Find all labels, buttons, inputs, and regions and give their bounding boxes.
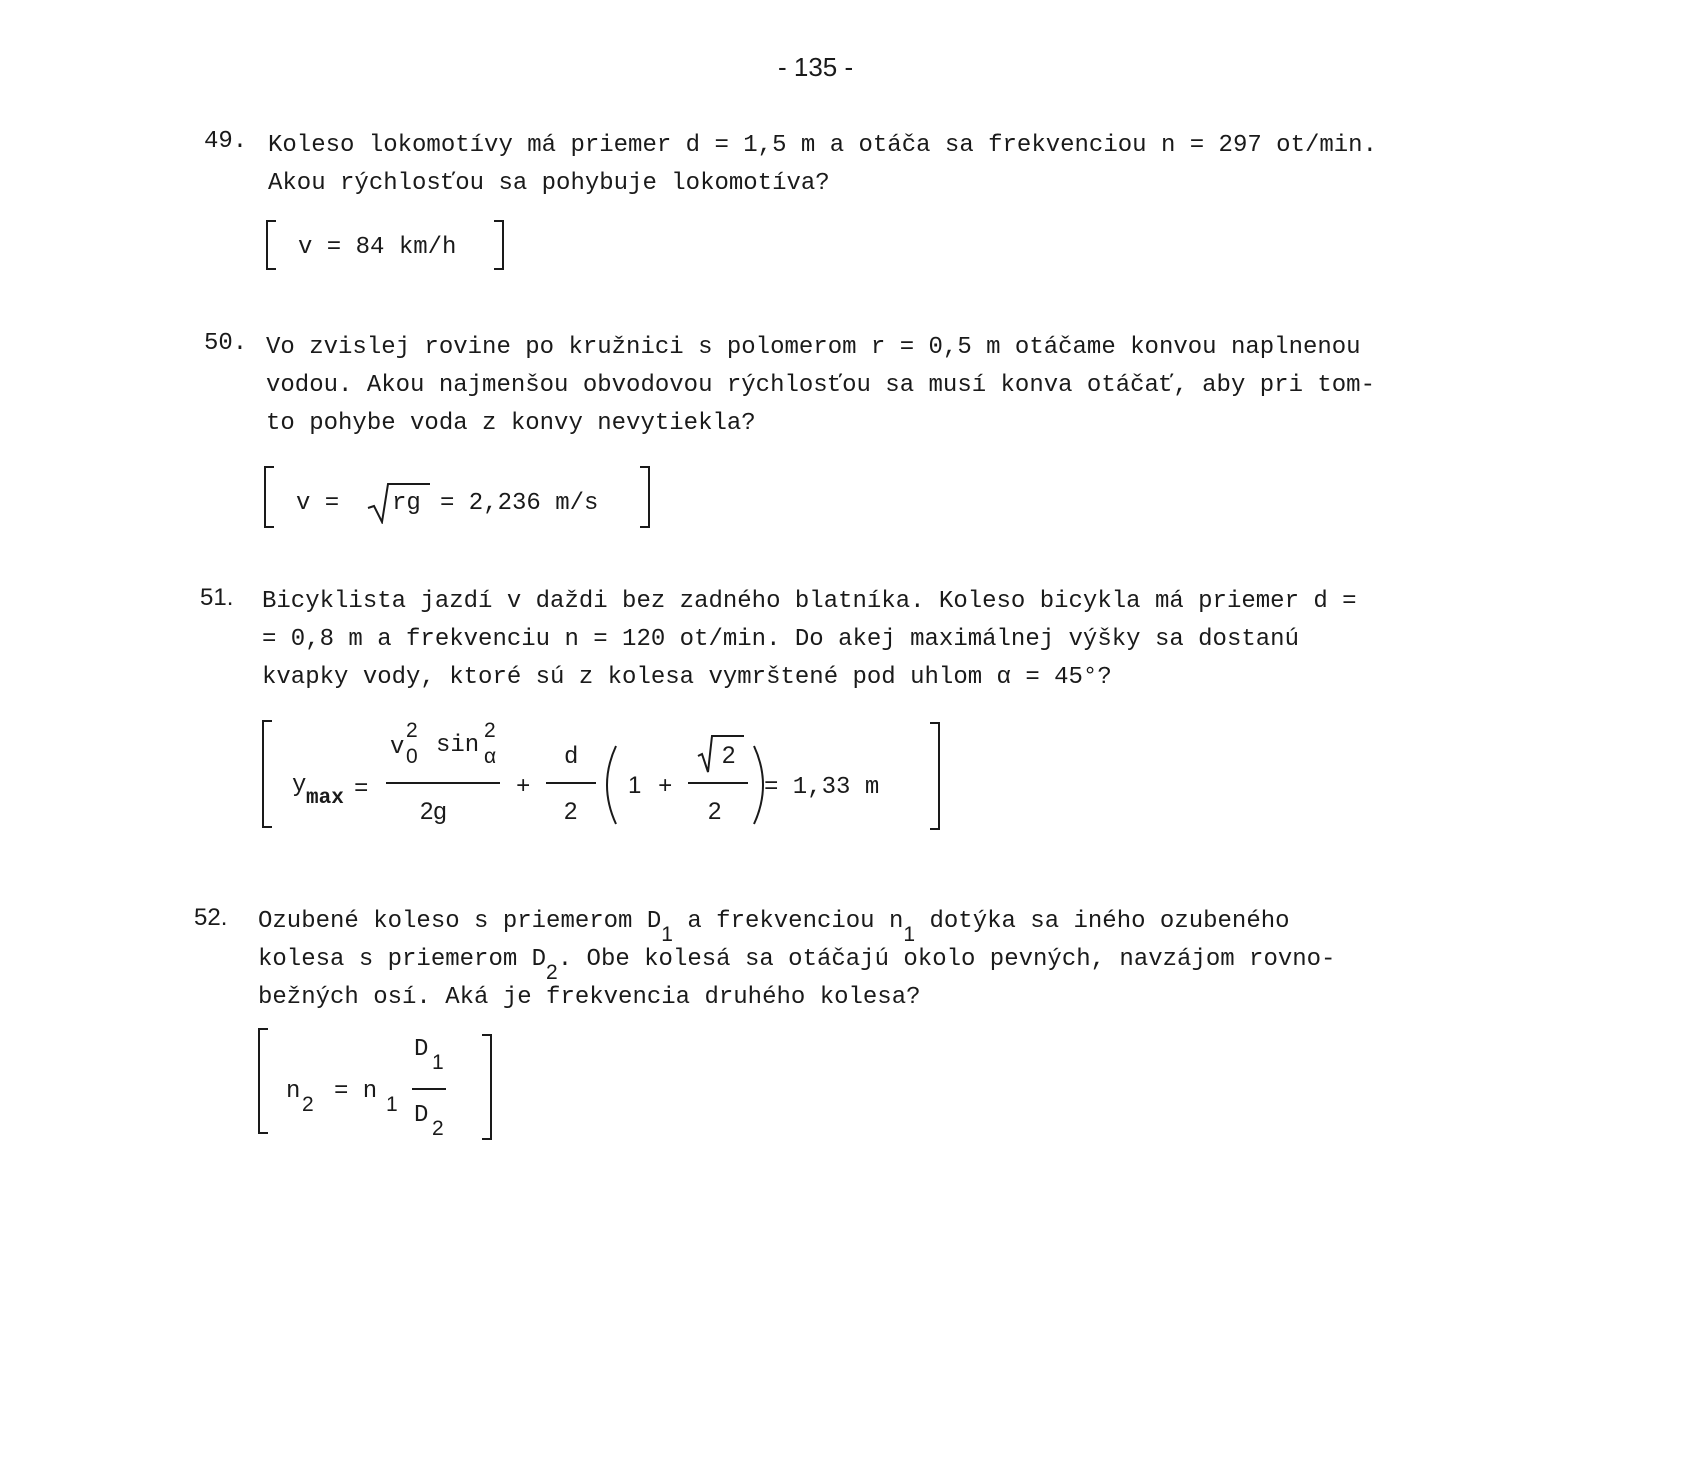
answer-52-eq: = n [334, 1078, 378, 1105]
problem-52-line-1-sub2: 1 [903, 923, 916, 946]
problem-52-line-2-start: kolesa s priemerom D [258, 946, 547, 973]
answer-50-bracket-right [640, 466, 650, 528]
problem-49-line-2: Akou rýchlosťou sa pohybuje lokomotíva? [268, 170, 830, 197]
answer-52-num: D [414, 1036, 429, 1063]
answer-51-plus1: + [516, 774, 531, 801]
answer-50-rhs: = 2,236 m/s [440, 490, 599, 517]
answer-51-frac1-sin-sup: 2 [484, 719, 496, 742]
answer-49-bracket-right [494, 220, 504, 270]
problem-49-line-1: Koleso lokomotívy má priemer d = 1,5 m a otáča sa frekvenciou n = 297 ot/min. [268, 132, 1377, 159]
answer-51-plus2: + [658, 774, 673, 801]
problem-51-line-1: Bicyklista jazdí v daždi bez zadného blatníka. Koleso bicykla má priemer d = [262, 588, 1357, 615]
problem-51-line-3: kvapky vody, ktoré sú z kolesa vymrštené pod uhlom α = 45°? [262, 664, 1112, 691]
answer-51-frac2-line [546, 782, 596, 784]
answer-52-den: D [414, 1102, 429, 1129]
answer-52-den-sub: 2 [432, 1117, 444, 1140]
page-number: - 135 - [778, 52, 854, 82]
answer-51-frac1-sin: sin [436, 732, 480, 759]
answer-51-eq: = [354, 776, 369, 803]
answer-51-lhs-sub: max [306, 787, 344, 810]
problem-52-line-1-end: dotýka sa iného ozubeného [915, 908, 1290, 935]
answer-50-lhs: v = [296, 490, 340, 517]
problem-52-line-2-end: . Obe kolesá sa otáčajú okolo pevných, navzájom rovno- [557, 946, 1336, 973]
answer-51-bracket-left [262, 720, 272, 828]
answer-51-frac2-den: 2 [564, 798, 578, 825]
answer-50-radicand: rg [392, 490, 421, 517]
answer-52-lhs-sub: 2 [302, 1093, 314, 1116]
answer-52-eq-sub: 1 [386, 1093, 398, 1116]
answer-51-bracket-right [930, 722, 940, 830]
answer-51-frac3-den: 2 [708, 798, 722, 825]
answer-52-num-sub: 1 [432, 1051, 444, 1074]
problem-52-line-1-start: Ozubené koleso s priemerom D [258, 908, 662, 935]
problem-number-51: 51. [200, 584, 234, 611]
answer-51-frac3-line [688, 782, 748, 784]
answer-51-one: 1 [628, 772, 642, 799]
problem-number-52: 52. [194, 904, 228, 931]
answer-52-lhs: n [286, 1078, 301, 1105]
answer-51-result: = 1,33 m [764, 774, 880, 801]
answer-51-lhs-var: y [292, 772, 307, 799]
problem-52-line-3: bežných osí. Aká je frekvencia druhého kolesa? [258, 984, 921, 1011]
left-paren-icon [596, 744, 620, 826]
problem-52-line-1 [258, 908, 1290, 946]
problem-51-line-2: = 0,8 m a frekvenciu n = 120 ot/min. Do akej maximálnej výšky sa dostanú [262, 626, 1299, 653]
answer-52-frac-line [412, 1088, 446, 1090]
problem-52-line-1-sub1: 1 [661, 923, 673, 946]
problem-number-50: 50. [204, 330, 248, 357]
answer-51-frac1-v: v [390, 734, 405, 761]
answer-51-frac3-radicand: 2 [722, 742, 736, 769]
answer-51-frac1-alpha: α [484, 745, 497, 768]
problem-50-line-1: Vo zvislej rovine po kružnici s polomerom r = 0,5 m otáčame konvou naplnenou [266, 334, 1361, 361]
answer-52-bracket-left [258, 1028, 268, 1134]
problem-50-line-2: vodou. Akou najmenšou obvodovou rýchlosťou sa musí konva otáčať, aby pri tom- [266, 372, 1375, 399]
answer-51-frac1-den: 2g [420, 798, 447, 825]
answer-50-bracket-left [264, 466, 274, 528]
answer-49-bracket-left [266, 220, 276, 270]
answer-52-bracket-right [482, 1034, 492, 1140]
answer-51-frac1-line [386, 782, 500, 784]
problem-50-line-3: to pohybe voda z konvy nevytiekla? [266, 410, 756, 437]
answer-51-frac2-num: d [564, 744, 579, 771]
answer-49: v = 84 km/h [298, 234, 457, 261]
answer-51-frac1-v-sub: 0 [406, 745, 418, 768]
square-root-icon-2 [696, 734, 746, 774]
problem-52-line-2 [258, 946, 1336, 984]
problem-number-49: 49. [204, 128, 248, 155]
answer-51-frac1-v-sup: 2 [406, 719, 418, 742]
problem-52-line-1-mid: a frekvenciou n [672, 908, 904, 935]
problem-52-line-2-sub: 2 [546, 961, 558, 984]
